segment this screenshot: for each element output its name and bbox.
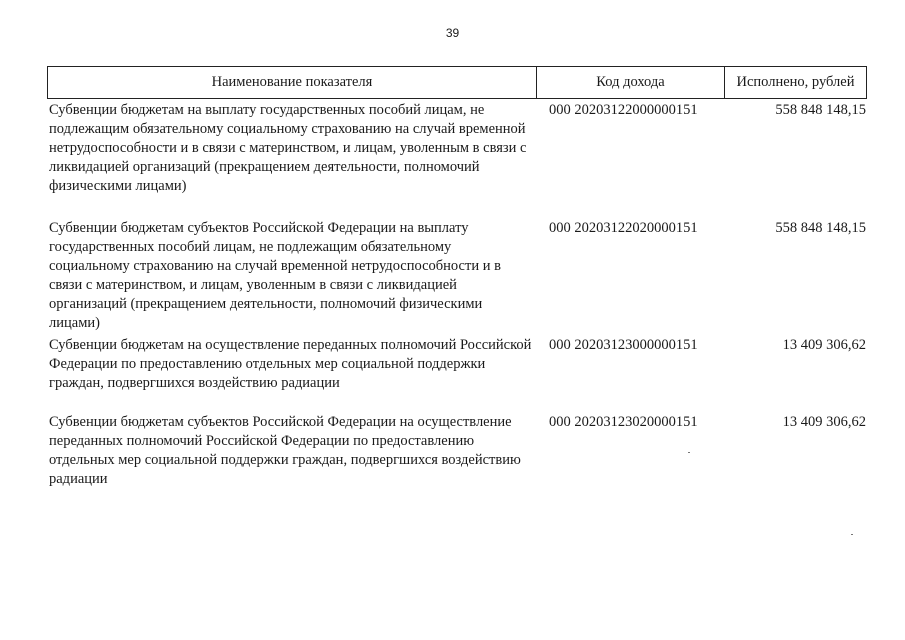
table-row (47, 336, 867, 393)
row-code: 000 20203122020000151 (549, 220, 698, 236)
row-name: Субвенции бюджетам субъектов Российской Федерации на осуществление переданных полномочий Российской Федерации по предоставлению отдельных мер социальной поддержки граждан, подвергшихся воздействию радиации (49, 414, 521, 487)
row-name: Субвенции бюджетам на осуществление переданных полномочий Российской Федерации по предоставлению отдельных мер социальной поддержки граждан, подвергшихся воздействию радиации (49, 337, 532, 391)
scan-speck (851, 534, 853, 535)
row-name: Субвенции бюджетам на выплату государственных пособий лицам, не подлежащим обязательному социальному страхованию на случай временной нетрудоспособности и в связи с материнством, и лицам, уволенным в связи с ликвидацией организаций (прекращением деятельности, полномочий физическими лицами) (49, 102, 527, 194)
row-executed: 13 409 306,62 (782, 414, 866, 430)
row-name: Субвенции бюджетам субъектов Российской Федерации на выплату государственных пособий лицам, не подлежащим обязательному социальному страхованию на случай временной нетрудоспособности и в связи с материнством, и лицам, уволенным в связи с ликвидацией организаций (прекращением деятельности, полномочий физическими лицами) (49, 220, 501, 331)
scan-speck (688, 452, 690, 453)
table-row (47, 101, 867, 196)
header-code: Код дохода (536, 66, 724, 99)
header-name: Наименование показателя (47, 66, 536, 99)
row-code: 000 20203123020000151 (549, 414, 698, 430)
table-row (47, 219, 867, 333)
row-code: 000 20203122000000151 (549, 102, 698, 118)
row-executed: 558 848 148,15 (775, 220, 866, 236)
row-executed: 558 848 148,15 (775, 102, 866, 118)
table-header (47, 66, 867, 99)
table-row (47, 413, 867, 489)
header-executed: Исполнено, рублей (724, 66, 867, 99)
row-executed: 13 409 306,62 (782, 337, 866, 353)
row-code: 000 20203123000000151 (549, 337, 698, 353)
page-number: 39 (445, 26, 460, 40)
